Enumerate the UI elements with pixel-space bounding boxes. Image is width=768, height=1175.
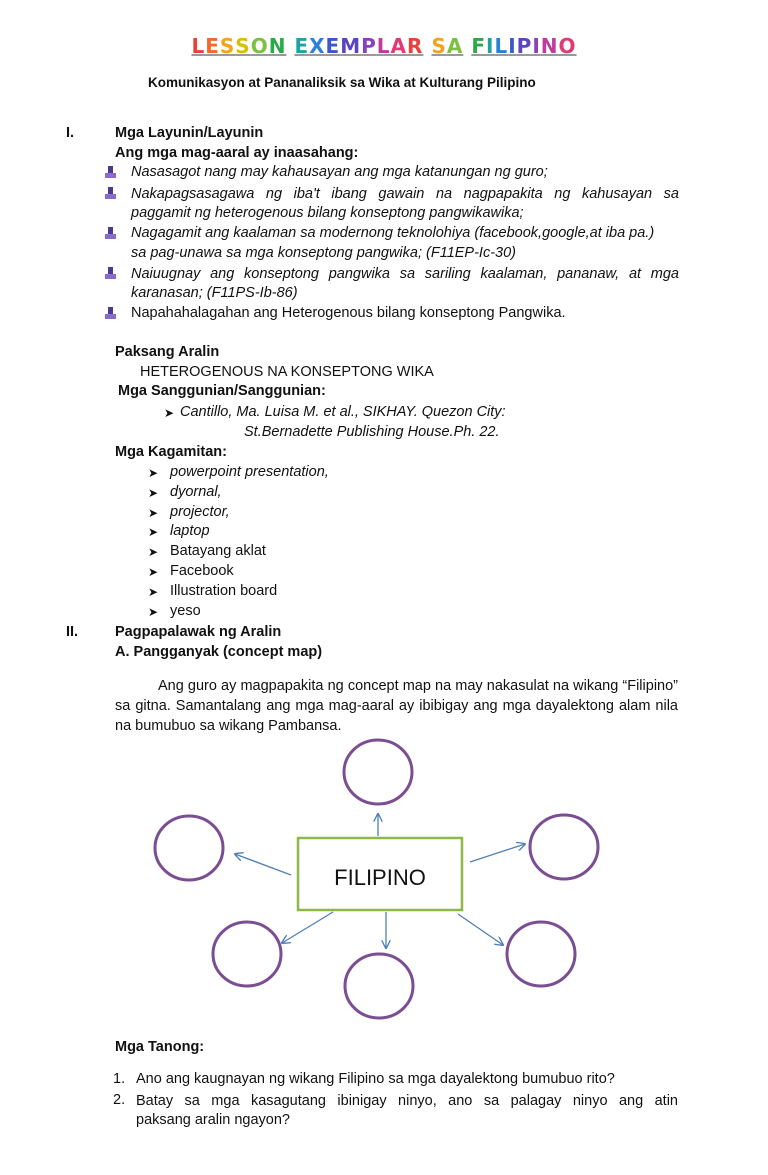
motivation-paragraph: Ang guro ay magpapakita ng concept map na may nakasulat na wikang “Filipino” sa gitna. Samantalang ang mga mag-aaral ay ibibigay ang mga dayalektong alam nila na bumubuo sa wikang Pambansa. bbox=[115, 678, 678, 734]
objective-2-line1: Nakapagsasagawa ng iba't ibang gawain na nagpapakita ng kahusayan sa bbox=[131, 186, 679, 202]
lesson-title bbox=[0, 34, 768, 58]
section-1-heading: Mga Layunin/Layunin bbox=[115, 125, 264, 141]
title-letter: O bbox=[558, 34, 577, 58]
title-letter: P bbox=[516, 34, 533, 58]
arrow-to-lower-left bbox=[282, 912, 333, 943]
title-letter: N bbox=[268, 34, 287, 58]
arrow-bullet-icon: ➤ bbox=[148, 485, 159, 500]
title-letter: E bbox=[294, 34, 310, 58]
title-letter: O bbox=[250, 34, 269, 58]
title-letter: N bbox=[540, 34, 559, 58]
bullet-icon bbox=[104, 267, 117, 280]
material-item: Batayang aklat bbox=[170, 543, 266, 560]
concept-center-label: FILIPINO bbox=[334, 865, 426, 890]
concept-circle-lower-left[interactable] bbox=[213, 922, 281, 986]
material-item: Facebook bbox=[170, 563, 234, 579]
reference-line2: St.Bernadette Publishing House.Ph. 22. bbox=[244, 424, 500, 440]
section-1-numeral: I. bbox=[66, 125, 75, 141]
topic-title: HETEROGENOUS NA KONSEPTONG WIKA bbox=[140, 364, 434, 380]
title-letter: L bbox=[191, 34, 206, 58]
title-letter: A bbox=[446, 34, 464, 58]
title-letter: S bbox=[219, 34, 236, 58]
title-letter: X bbox=[309, 34, 326, 58]
question-2-text: Batay sa mga kasagutang ibinigay ninyo, ano sa palagay ninyo ang atin bbox=[136, 1093, 678, 1109]
title-letter: L bbox=[494, 34, 509, 58]
concept-circle-lower-right[interactable] bbox=[507, 922, 575, 986]
material-item: dyornal, bbox=[170, 483, 222, 500]
concept-circle-bottom[interactable] bbox=[345, 954, 413, 1018]
title-letter: A bbox=[390, 34, 408, 58]
material-item: yeso bbox=[170, 602, 201, 619]
title-letter: I bbox=[486, 34, 495, 58]
reference-line1: Cantillo, Ma. Luisa M. et al., SIKHAY. Quezon City: bbox=[180, 404, 506, 420]
concept-map bbox=[0, 730, 768, 1030]
arrow-bullet-icon: ➤ bbox=[148, 545, 159, 560]
concept-circle-upper-left[interactable] bbox=[155, 816, 223, 880]
material-item: projector, bbox=[170, 503, 230, 520]
arrow-bullet-icon: ➤ bbox=[148, 584, 159, 599]
arrow-to-lower-right bbox=[458, 914, 503, 945]
bullet-icon bbox=[104, 166, 117, 179]
title-letter: P bbox=[361, 34, 377, 58]
bullet-icon bbox=[104, 227, 117, 240]
arrow-bullet-icon: ➤ bbox=[164, 406, 175, 420]
materials-heading: Mga Kagamitan: bbox=[115, 444, 227, 460]
arrow-bullet-icon: ➤ bbox=[148, 604, 159, 619]
bullet-icon bbox=[104, 187, 117, 200]
title-letter: S bbox=[235, 34, 251, 58]
arrow-bullet-icon: ➤ bbox=[148, 466, 159, 480]
references-heading: Mga Sanggunian/Sanggunian: bbox=[118, 383, 326, 399]
course-subtitle: Komunikasyon at Pananaliksik sa Wika at Kulturang Pilipino bbox=[148, 75, 536, 90]
arrow-bullet-icon: ➤ bbox=[148, 505, 159, 520]
title-letter: E bbox=[205, 34, 220, 58]
arrow-bullet-icon: ➤ bbox=[148, 565, 159, 579]
title-letter: I bbox=[508, 34, 517, 58]
objective-3-line2: sa pag-unawa sa mga konseptong pangwika; (F11EP-Ic-30) bbox=[131, 245, 517, 261]
concept-circle-top[interactable] bbox=[344, 740, 412, 804]
concept-circle-upper-right[interactable] bbox=[530, 815, 598, 879]
objective-4-line2: karanasan; (F11PS-Ib-86) bbox=[131, 285, 298, 301]
motivation-heading: A. Pangganyak (concept map) bbox=[115, 644, 323, 660]
question-1-number: 1. bbox=[113, 1071, 126, 1087]
title-letter: L bbox=[376, 34, 391, 58]
questions-heading: Mga Tanong: bbox=[115, 1039, 205, 1055]
title-letter: S bbox=[431, 34, 447, 58]
objective-5: Napahahalagahan ang Heterogenous bilang konseptong Pangwika. bbox=[131, 305, 566, 321]
arrow-bullet-icon: ➤ bbox=[148, 525, 159, 540]
title-letter: F bbox=[471, 34, 486, 58]
section-2-heading: Pagpapalawak ng Aralin bbox=[115, 624, 282, 640]
topic-heading: Paksang Aralin bbox=[115, 344, 220, 360]
bullet-icon bbox=[104, 307, 117, 320]
question-2-number: 2. bbox=[113, 1092, 126, 1108]
material-item: Illustration board bbox=[170, 582, 278, 599]
title-letter: R bbox=[407, 34, 424, 58]
title-letter: E bbox=[325, 34, 341, 58]
question-2-continuation: paksang aralin ngayon? bbox=[136, 1112, 290, 1128]
arrow-to-upper-right bbox=[470, 844, 525, 862]
section-2-numeral: II. bbox=[66, 624, 79, 640]
material-item: laptop bbox=[170, 523, 210, 540]
title-letter: M bbox=[340, 34, 362, 58]
objective-1: Nasasagot nang may kahausayan ang mga katanungan ng guro; bbox=[131, 164, 548, 180]
title-letter: I bbox=[532, 34, 541, 58]
objective-4-line1: Naiuugnay ang konseptong pangwika sa sariling kaalaman, pananaw, at mga bbox=[131, 266, 679, 282]
question-1-text: Ano ang kaugnayan ng wikang Filipino sa mga dayalektong bumubuo rito? bbox=[136, 1071, 615, 1087]
objectives-intro: Ang mga mag-aaral ay inaasahang: bbox=[115, 145, 359, 161]
objective-3-line1: Nagagamit ang kaalaman sa modernong teknolohiya (facebook,google,at iba pa.) bbox=[131, 225, 655, 241]
material-item: powerpoint presentation, bbox=[170, 464, 329, 480]
objective-2-line2: paggamit ng heterogenous bilang konseptong pangwikawika; bbox=[131, 205, 524, 221]
arrow-to-upper-left bbox=[235, 854, 291, 875]
